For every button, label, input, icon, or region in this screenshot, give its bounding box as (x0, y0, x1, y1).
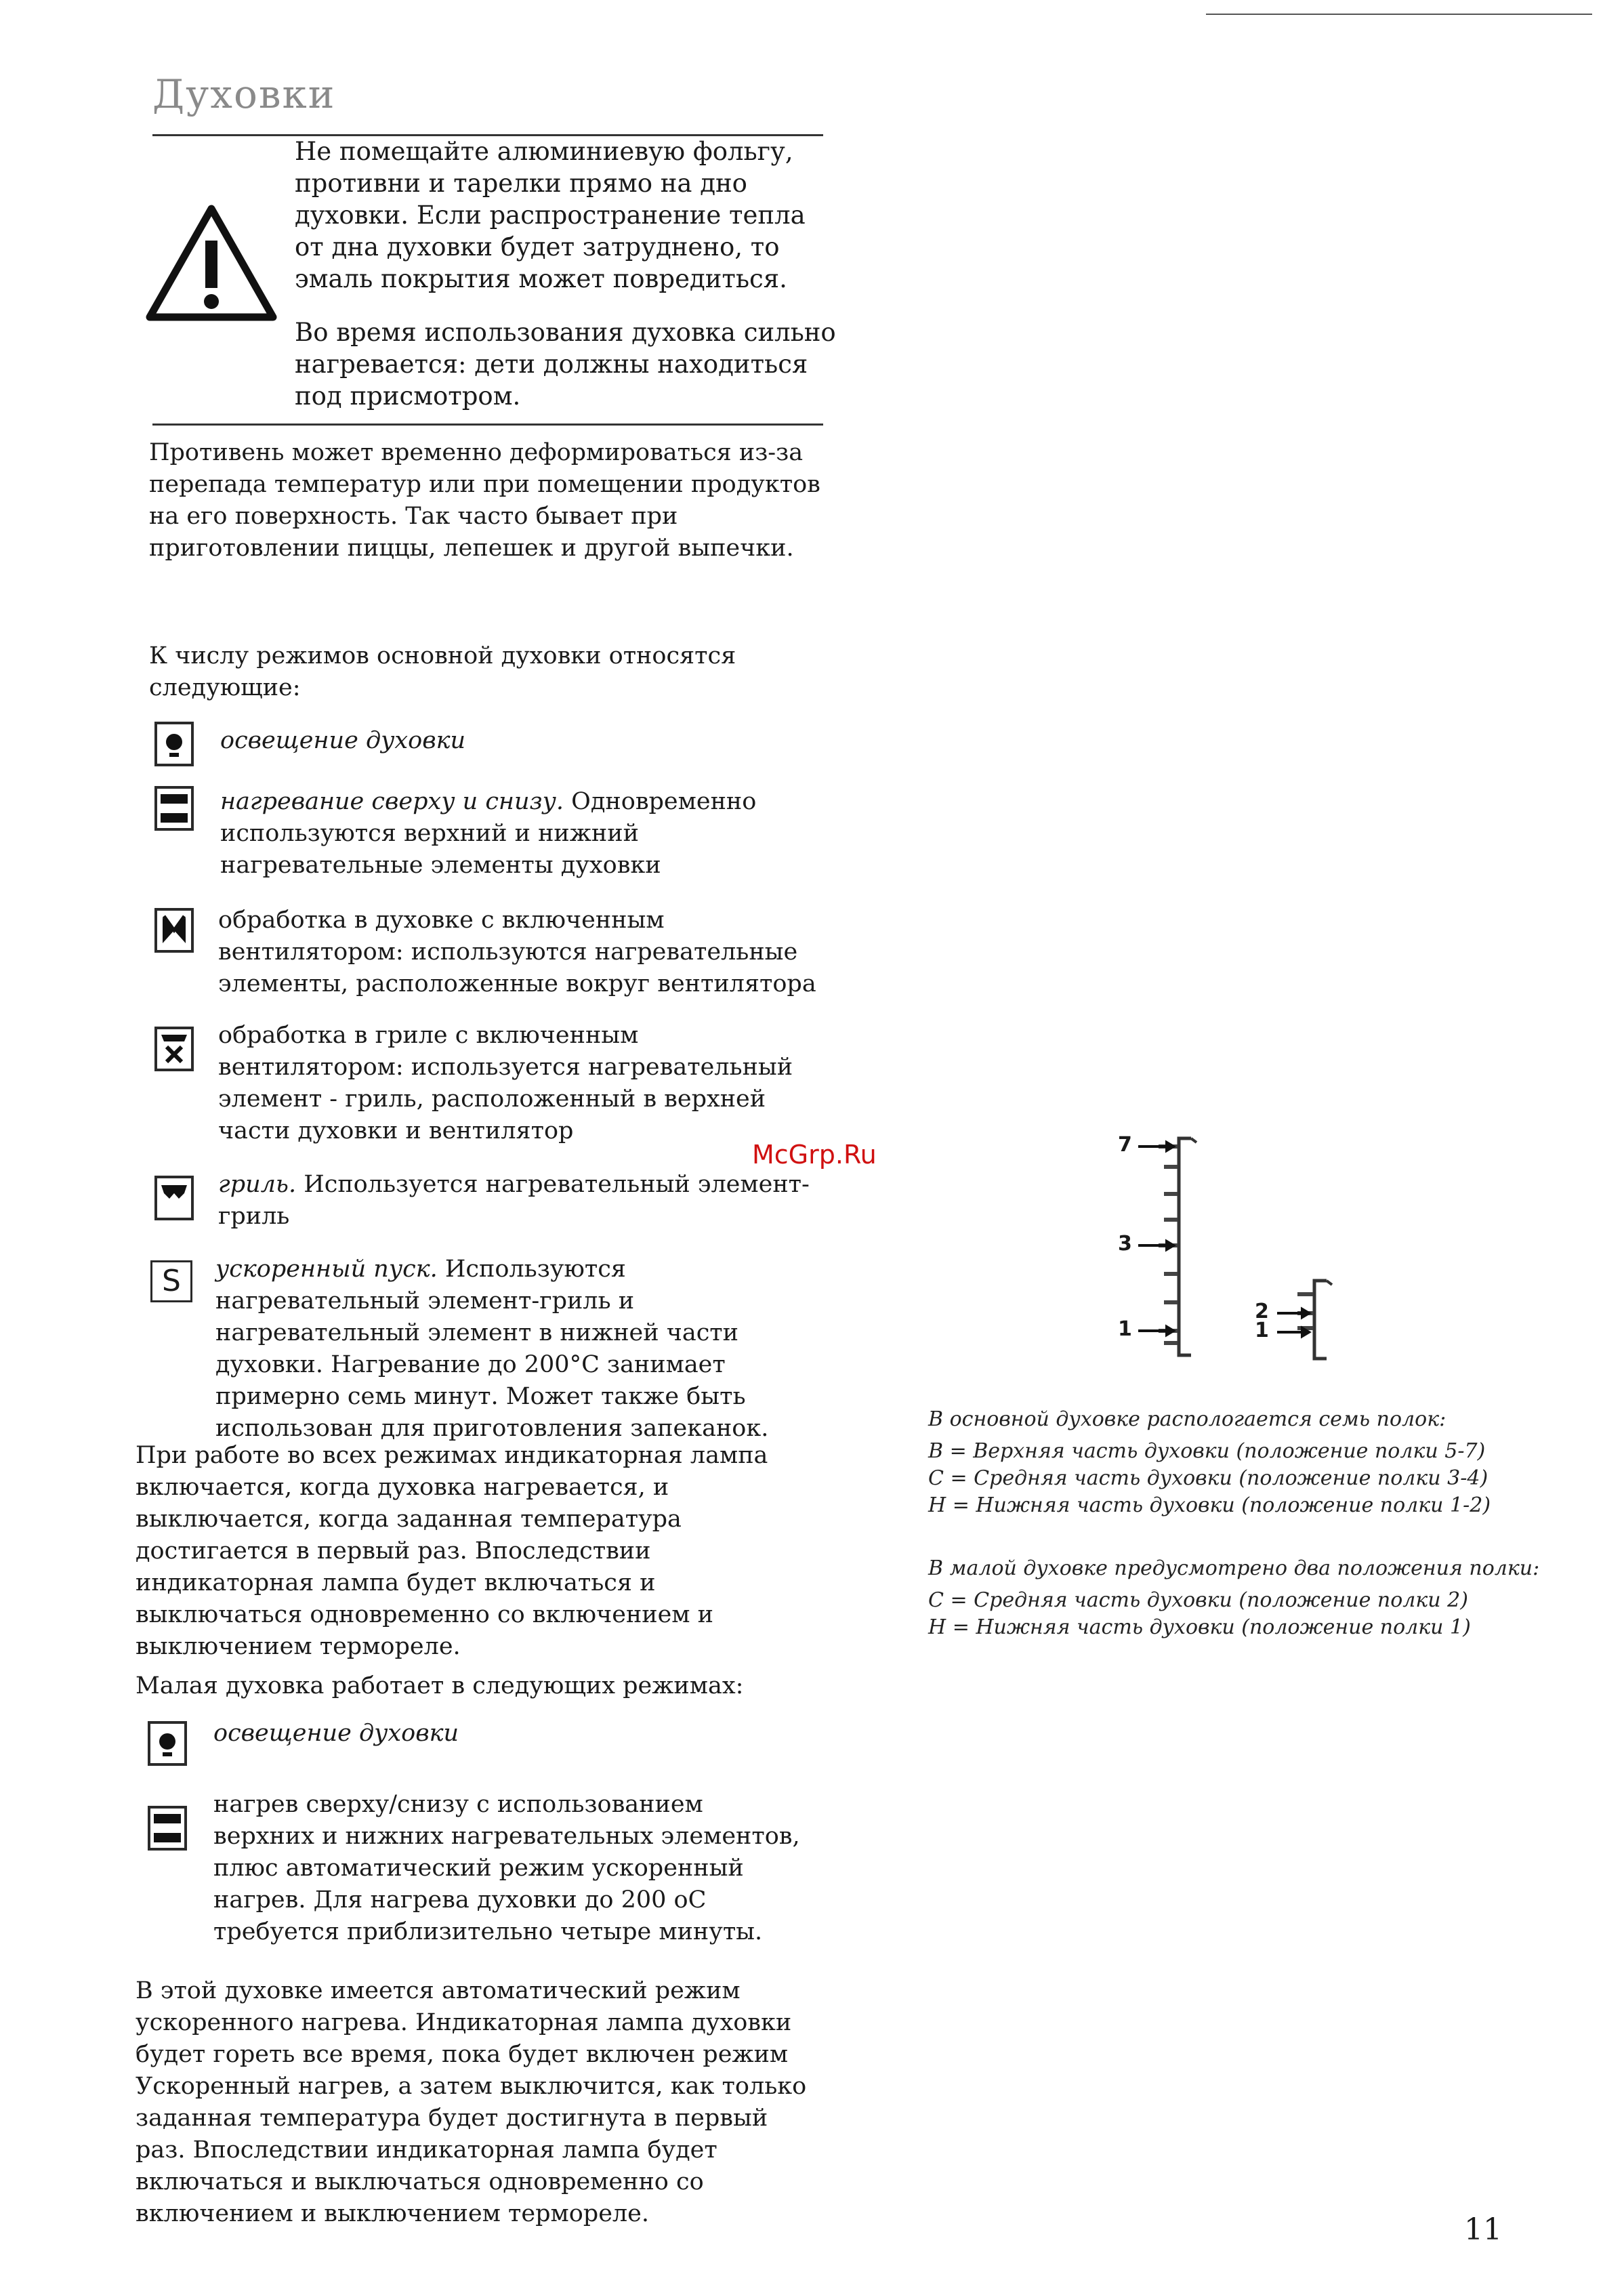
deform-paragraph: Противень может временно деформироваться из-за перепада температур или при помещении продуктов на его поверхность. Так часто бывает при приготовлении пиццы, лепешек и другой выпечки. (149, 439, 820, 562)
quick-start-letter: S (162, 1264, 181, 1298)
mode-top-bottom-label: нагревание сверху и снизу. (220, 788, 564, 815)
mode-top-bottom-text: Одновременно используются верхний и нижний нагревательные элементы духовки (220, 788, 757, 879)
caption-main-head: В основной духовке распологается семь полок: (928, 1407, 1446, 1431)
page-title: Духовки (152, 71, 336, 117)
warning-text-2: Во время использования духовка сильно нагревается: дети должны находиться под присмотром. (295, 318, 836, 411)
small-mode-heat: нагрев сверху/снизу с использованием верхних и нижних нагревательных элементов, плюс автоматический режим ускоренный нагрев. Для нагрева духовки до 200 оС требуется приблизительно четыре минуты. (213, 1791, 800, 1945)
caption-main-line-2: С = Средняя часть духовки (положение полки 3-4) (928, 1466, 1488, 1490)
mode-fan-grill: обработка в гриле с включенным вентилятором: используется нагревательный элемент - гриль, расположенный в верхней части духовки и вентилятор (218, 1022, 793, 1144)
warning-bottom-rule (152, 424, 823, 426)
warning-text-1: Не помещайте алюминиевую фольгу, противни и тарелки прямо на дно духовки. Если распространение тепла от дна духовки будет затруднено, то эмаль покрытия может повредиться. (295, 137, 806, 293)
top-bottom-heat-icon (154, 786, 194, 831)
caption-small-head: В малой духовке предусмотрено два положения полки: (928, 1556, 1540, 1580)
caption-main-line-1: В = Верхняя часть духовки (положение полки 5-7) (928, 1439, 1486, 1463)
mode-top-bottom-heat (220, 786, 830, 882)
shelf-diagram (1111, 1125, 1369, 1369)
small-oven-light-icon (148, 1721, 187, 1766)
watermark: McGrp.Ru (752, 1140, 877, 1170)
small-mode-light-label: освещение духовки (213, 1720, 459, 1747)
small-oven-intro: Малая духовка работает в следующих режимах: (136, 1672, 744, 1699)
small-mode-light (213, 1718, 823, 1750)
oven-light-icon (154, 722, 194, 766)
warning-icon (146, 203, 278, 322)
mode-oven-light (220, 725, 830, 757)
mode-quick-start (215, 1254, 825, 1445)
quick-start-icon (150, 1260, 192, 1302)
small-shelf-label-2: 2 (1255, 1300, 1269, 1323)
page-number: 11 (1464, 2212, 1502, 2247)
mode-fan-oven: обработка в духовке с включенным вентилятором: используются нагревательные элементы, расположенные вокруг вентилятора (218, 907, 816, 997)
mode-grill-text: Используется нагревательный элемент-гриль (218, 1171, 810, 1230)
shelf-label-7: 7 (1118, 1133, 1132, 1157)
shelf-diagram-svg (1111, 1125, 1369, 1369)
caption-small-line-1: С = Средняя часть духовки (положение полки 2) (928, 1588, 1468, 1612)
main-modes-intro: К числу режимов основной духовки относятся следующие: (149, 642, 736, 701)
mode-grill (218, 1169, 828, 1233)
mode-quick-start-text: Используются нагревательный элемент-гриль и нагревательный элемент в нижней части духовки. Нагревание до 200°С занимает примерно семь минут. Может также быть использован для приготовления запеканок. (215, 1256, 769, 1442)
shelf-label-1: 1 (1118, 1317, 1132, 1341)
mode-oven-light-label: освещение духовки (220, 727, 466, 754)
mode-grill-label: гриль. (218, 1171, 297, 1198)
top-right-rule (1206, 14, 1592, 15)
grill-icon (154, 1176, 194, 1220)
fan-oven-icon (154, 908, 194, 953)
caption-small-line-2: Н = Нижняя часть духовки (положение полки 1) (928, 1615, 1471, 1639)
small-top-bottom-heat-icon (148, 1806, 187, 1851)
caption-main-line-3: Н = Нижняя часть духовки (положение полки 1-2) (928, 1493, 1491, 1517)
lamp-paragraph: При работе во всех режимах индикаторная лампа включается, когда духовка нагревается, и выключается, когда заданная температура достигается в первый раз. Впоследствии индикаторная лампа будет включаться и выключаться одновременно со включением и выключением термореле. (136, 1442, 768, 1660)
mode-quick-start-label: ускоренный пуск. (215, 1256, 438, 1283)
small-shelf-label-1: 1 (1255, 1319, 1269, 1342)
fan-grill-icon (154, 1027, 194, 1071)
shelf-label-3: 3 (1118, 1232, 1132, 1256)
final-paragraph: В этой духовке имеется автоматический режим ускоренного нагрева. Индикаторная лампа духовки будет гореть все время, пока будет включен режим Ускоренный нагрев, а затем выключится, как только заданная температура будет достигнута в первый раз. Впоследствии индикаторная лампа будет включаться и выключаться одновременно со включением и выключением термореле. (136, 1977, 807, 2227)
